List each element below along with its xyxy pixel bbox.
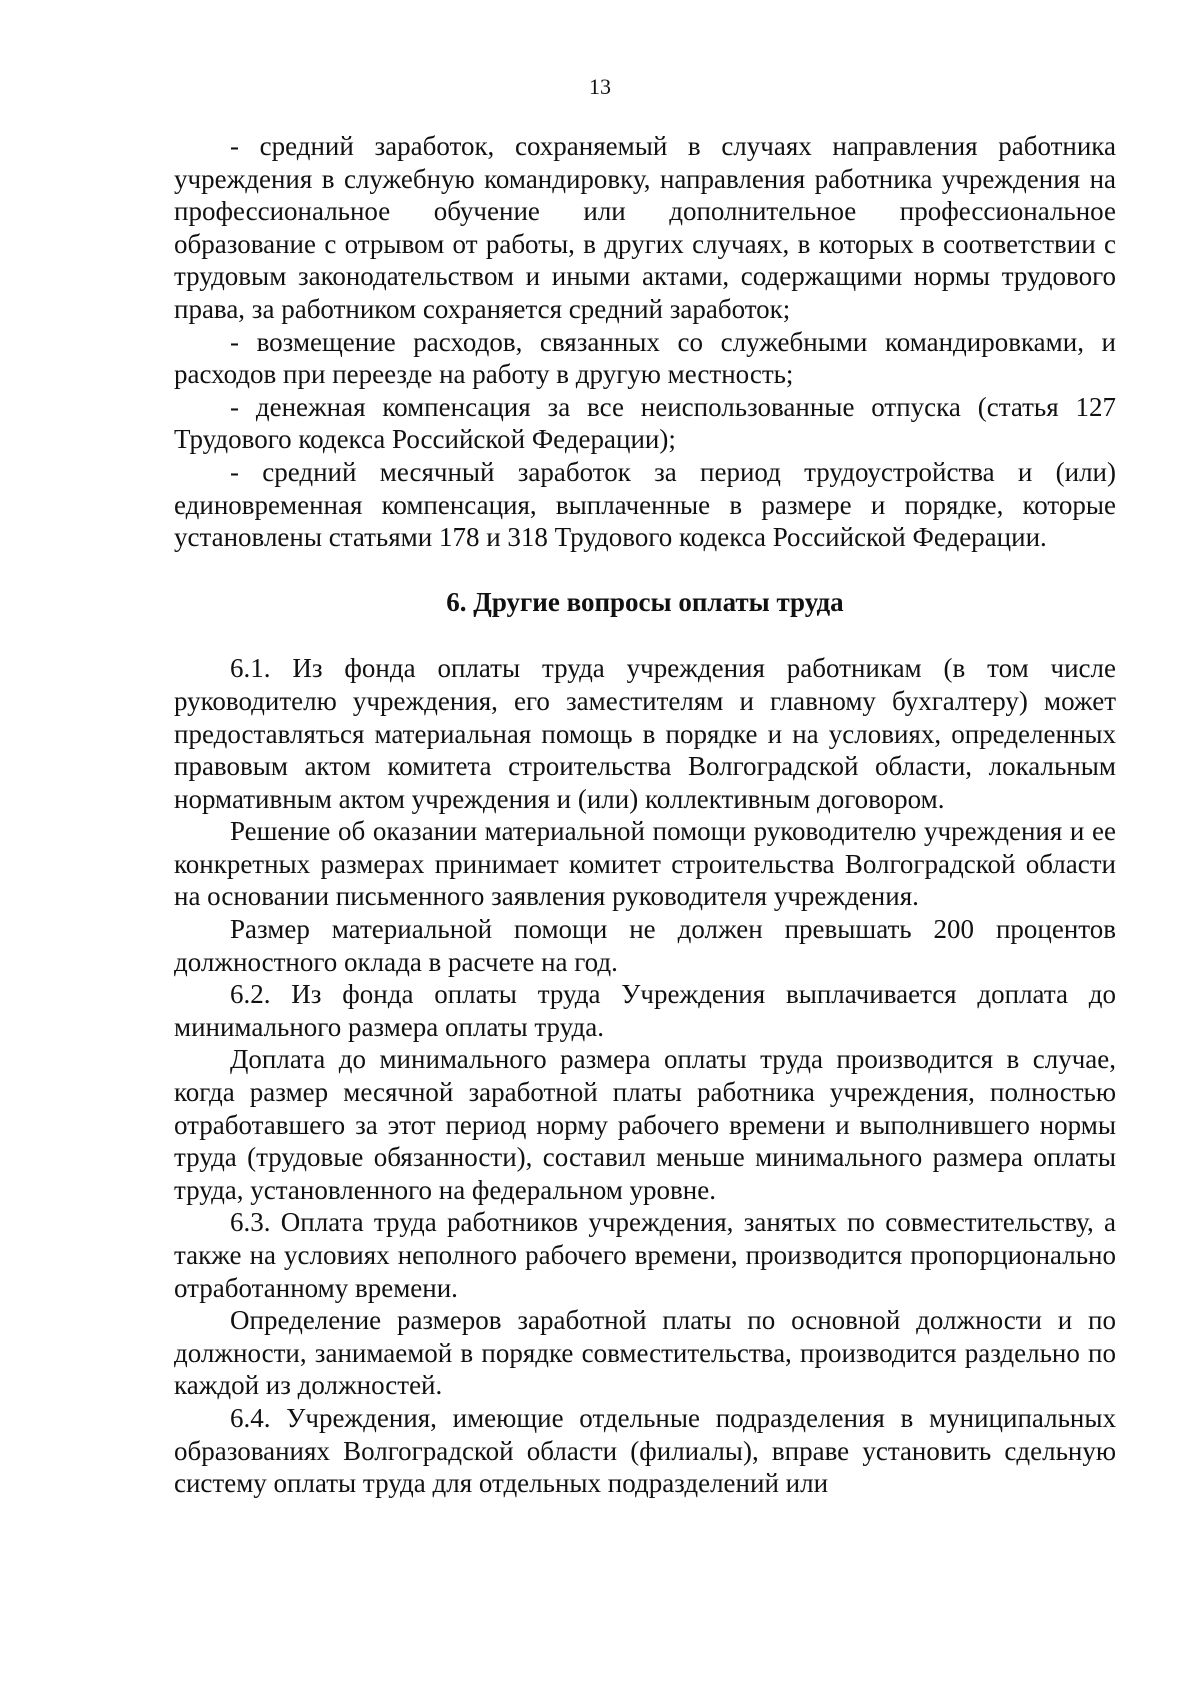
paragraph-6-2-details: Доплата до минимального размера оплаты труда производится в случае, когда размер месячной заработной платы работника учреждения, полностью отработавшего за этот период норму рабочего времени и выполнившего нормы труда (трудовые обязанности), составил меньше минимального размера оплаты труда, установленного на федеральном уровне. — [174, 1044, 1116, 1205]
paragraph-6-3-details: Определение размеров заработной платы по основной должности и по должности, занимаемой в порядке совместительства, производится раздельно по каждой из должностей. — [174, 1305, 1116, 1401]
paragraph-6-1-limit: Размер материальной помощи не должен превышать 200 процентов должностного оклада в расчете на год. — [174, 914, 1116, 977]
paragraph-6-1: 6.1. Из фонда оплаты труда учреждения работникам (в том числе руководителю учреждения, его заместителям и главному бухгалтеру) может предоставляться материальная помощь в порядке и на условиях, определенных правовым актом комитета строительства Волгоградской области, локальным нормативным актом учреждения и (или) коллективным договором. — [174, 653, 1116, 814]
paragraph-6-4: 6.4. Учреждения, имеющие отдельные подразделения в муниципальных образованиях Волгоградской области (филиалы), вправе установить сдельную систему оплаты труда для отдельных подразделений или — [174, 1402, 1116, 1499]
paragraph-employment-period-earnings: - средний месячный заработок за период трудоустройства и (или) единовременная компенсация, выплаченные в размере и порядке, которые установлены статьями 178 и 318 Трудового кодекса Российской Федерации. — [174, 456, 1116, 553]
paragraph-6-1-decision: Решение об оказании материальной помощи руководителю учреждения и ее конкретных размерах принимает комитет строительства Волгоградской области на основании письменного заявления руководителя учреждения. — [174, 816, 1116, 912]
paragraph-6-3: 6.3. Оплата труда работников учреждения, занятых по совместительству, а также на условиях неполного рабочего времени, производится пропорционально отработанному времени. — [174, 1207, 1116, 1303]
document-body — [174, 130, 1116, 1500]
paragraph-travel-expenses: - возмещение расходов, связанных со служебными командировками, и расходов при переезде на работу в другую местность; — [174, 326, 1116, 390]
paragraph-vacation-compensation: - денежная компенсация за все неиспользованные отпуска (статья 127 Трудового кодекса Российской Федерации); — [174, 391, 1116, 455]
paragraph-avg-earnings: - средний заработок, сохраняемый в случаях направления работника учреждения в служебную командировку, направления работника учреждения на профессиональное обучение или дополнительное профессиональное образование с отрывом от работы, в других случаях, в которых в соответствии с трудовым законодательством и иными актами, содержащими нормы трудового права, за работником сохраняется средний заработок; — [174, 131, 1116, 324]
paragraph-6-2: 6.2. Из фонда оплаты труда Учреждения выплачивается доплата до минимального размера оплаты труда. — [174, 979, 1116, 1042]
section-heading: 6. Другие вопросы оплаты труда — [446, 586, 844, 617]
page-number: 13 — [589, 74, 611, 99]
